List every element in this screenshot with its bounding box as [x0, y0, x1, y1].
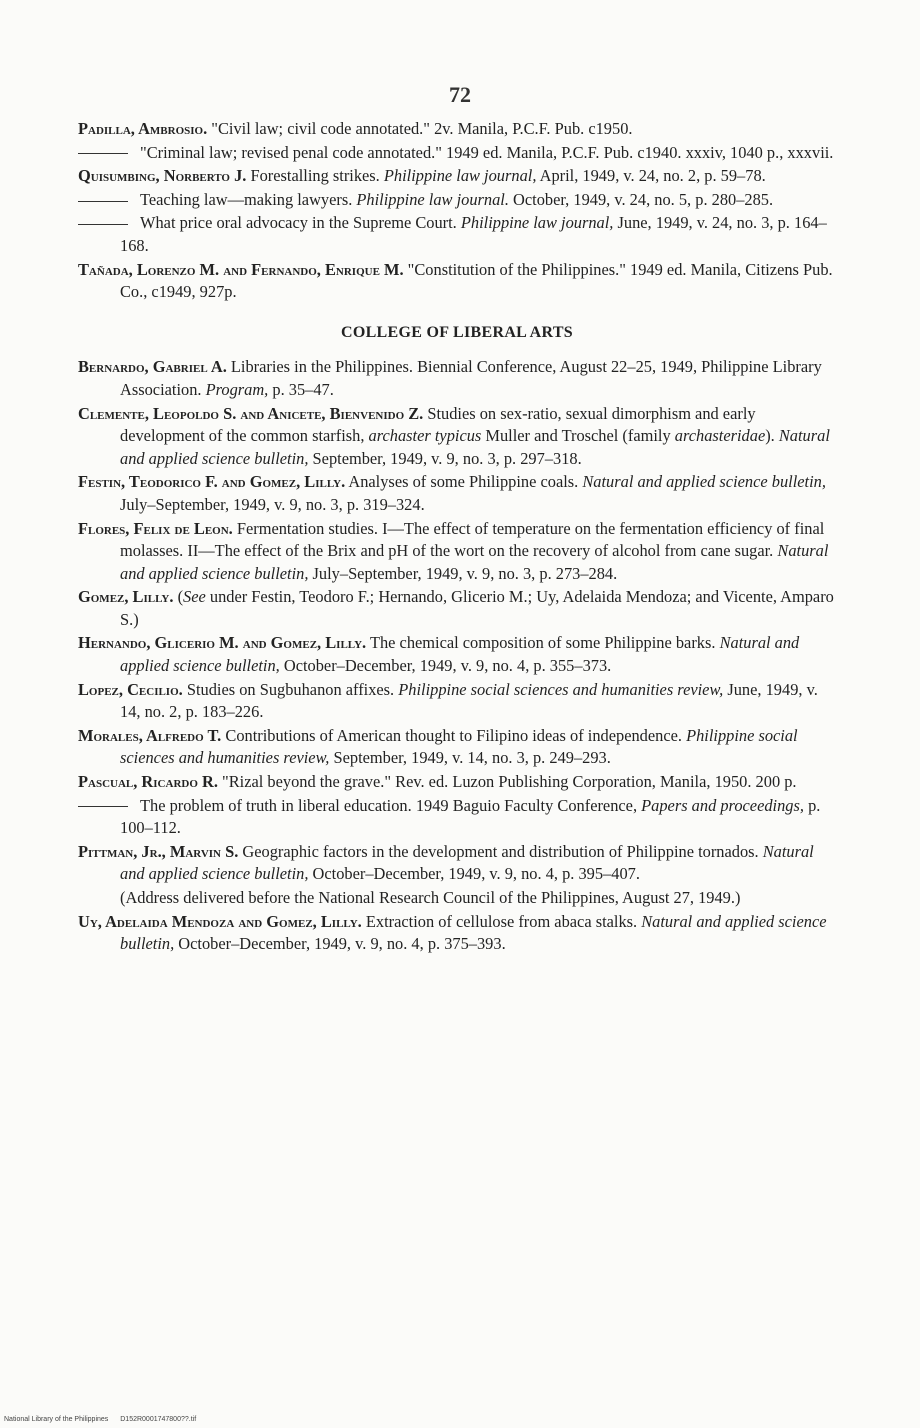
entry-author: Clemente, Leopoldo S. and Anicete, Bienvenido Z. [78, 403, 424, 423]
entry-journal: Program, [205, 379, 269, 399]
entry-title: Fermentation studies. I—The effect of temperature on the fermentation efficiency of final molasses. II—The effect of the Brix and pH of the wort on the recovery of alcohol from cane sugar. [120, 518, 825, 561]
entry-citation: October–December, 1949, v. 9, no. 4, p. 355–373. [279, 656, 612, 676]
bibliography-entry [78, 518, 836, 586]
bibliography-entry [78, 841, 836, 886]
entry-citation: July–September, 1949, v. 9, no. 3, p. 273–284. [308, 563, 618, 583]
entry-title: "Rizal beyond the grave." Rev. ed. Luzon Publishing Corporation, Manila, 1950. 200 p. [217, 772, 797, 792]
entry-author: Flores, Felix de Leon. [78, 518, 233, 538]
entry-journal: Natural and applied science bulletin, [120, 841, 814, 884]
bibliography-entry [78, 142, 836, 165]
repeat-author-dash [78, 806, 128, 807]
entry-title: What price oral advocacy in the Supreme Court. [140, 213, 461, 233]
bibliography-entry [78, 259, 836, 304]
entry-title: The chemical composition of some Philippine barks. [366, 633, 720, 653]
bibliography-entry [78, 725, 836, 770]
entry-citation: June, 1949, v. 24, no. 3, p. 164–168. [120, 213, 827, 255]
entry-title: Teaching law—making lawyers. [140, 189, 357, 209]
entry-journal: Natural and applied science bulletin, [120, 541, 829, 583]
entry-journal: See [183, 587, 206, 607]
bibliography [78, 118, 836, 957]
entry-italic: archasteridae [674, 426, 766, 446]
entry-citation: September, 1949, v. 9, no. 3, p. 297–318. [308, 448, 582, 468]
entry-journal: archaster typicus [368, 426, 482, 446]
entry-title: Forestalling strikes. [246, 166, 384, 186]
bibliography-entry [78, 403, 836, 471]
entry-author: Bernardo, Gabriel A. [78, 357, 227, 377]
entry-title: ( [173, 587, 184, 607]
entry-text-mid: ). [765, 426, 779, 446]
entry-citation: October–December, 1949, v. 9, no. 4, p. 375–393. [174, 934, 506, 954]
entry-citation: October, 1949, v. 24, no. 5, p. 280–285. [508, 189, 774, 209]
entry-title: The problem of truth in liberal education. 1949 Baguio Faculty Conference, [140, 795, 642, 815]
bibliography-entry [78, 679, 836, 724]
repeat-author-dash [78, 224, 128, 225]
entry-citation: April, 1949, v. 24, no. 2, p. 59–78. [536, 166, 766, 186]
repeat-author-dash [78, 201, 128, 202]
bibliography-entry [78, 771, 836, 794]
entry-author: Quisumbing, Norberto J. [78, 166, 247, 186]
entry-journal: Philippine law journal. [356, 189, 509, 209]
entry-author: Padilla, Ambrosio. [78, 119, 208, 138]
entry-title: Studies on sex-ratio, sexual dimorphism and early development of the common starfish, [120, 403, 756, 446]
entry-journal: Papers and proceedings, [641, 795, 804, 815]
entry-citation: June, 1949, v. 14, no. 2, p. 183–226. [120, 679, 818, 722]
footer-library: National Library of the Philippines [4, 1416, 109, 1423]
section-heading: COLLEGE OF LIBERAL ARTS [340, 323, 574, 341]
bibliography-entry [78, 212, 836, 257]
entry-citation: p. 35–47. [268, 379, 334, 399]
bibliography-entry [78, 118, 836, 141]
bibliography-entry [78, 471, 836, 516]
bibliography-entry [78, 795, 836, 840]
entry-journal: Natural and applied science bulletin, [120, 911, 827, 954]
entry-text: "Criminal law; revised penal code annotated." 1949 ed. Manila, P.C.F. Pub. c1940. xxxiv, 1040 p., xxxvii. [140, 142, 834, 162]
entry-journal: Philippine law journal, [383, 166, 537, 186]
entry-author: Gomez, Lilly. [78, 587, 174, 607]
entry-author: Tañada, Lorenzo M. and Fernando, Enrique M. [78, 259, 404, 279]
entry-journal: Philippine social sciences and humanities review, [120, 725, 798, 768]
entry-journal: Philippine social sciences and humanities review, [398, 679, 724, 699]
entry-title: Studies on Sugbuhanon affixes. [182, 679, 399, 699]
page-number: 72 [449, 82, 471, 107]
bibliography-entry [78, 586, 836, 631]
entry-citation: October–December, 1949, v. 9, no. 4, p. 395–407. [308, 864, 640, 884]
entry-citation: July–September, 1949, v. 9, no. 3, p. 319–324. [120, 494, 425, 514]
entry-list-top [78, 118, 836, 304]
entry-author: Pascual, Ricardo R. [78, 772, 218, 792]
entry-journal: Natural and applied science bulletin, [120, 426, 830, 468]
bibliography-entry [78, 632, 836, 677]
entry-text: "Constitution of the Philippines." 1949 ed. Manila, Citizens Pub. Co., c1949, 927p. [120, 259, 833, 302]
entry-journal: Natural and applied science bulletin, [582, 472, 826, 492]
entry-title: Contributions of American thought to Filipino ideas of independence. [221, 725, 687, 745]
entry-author: Festin, Teodorico F. and Gomez, Lilly. [78, 472, 346, 492]
entry-text: "Civil law; civil code annotated." 2v. Manila, P.C.F. Pub. c1950. [207, 119, 633, 138]
entry-author: Morales, Alfredo T. [78, 725, 222, 745]
entry-title: Analyses of some Philippine coals. [345, 472, 583, 492]
entry-author: Uy, Adelaida Mendoza and Gomez, Lilly. [78, 911, 362, 931]
footer-code: D152R0001747800??.tif [120, 1416, 197, 1423]
entry-text-mid: Muller and Troschel (family [481, 426, 675, 446]
entry-author: Hernando, Glicerio M. and Gomez, Lilly. [78, 633, 367, 653]
entry-author: Lopez, Cecilio. [78, 679, 183, 699]
scan-footer [4, 1416, 206, 1423]
bibliography-entry [78, 356, 836, 401]
bibliography-entry [78, 911, 836, 956]
entry-note: (Address delivered before the National Research Council of the Philippines, August 27, 1949.) [120, 888, 741, 907]
entry-title: Extraction of cellulose from abaca stalks. [361, 911, 642, 931]
entry-journal: Natural and applied science bulletin, [120, 633, 800, 676]
entry-citation: September, 1949, v. 14, no. 3, p. 249–293. [329, 748, 611, 768]
repeat-author-dash [78, 153, 128, 154]
bibliography-entry [78, 189, 836, 212]
entry-title: Geographic factors in the development and distribution of Philippine tornados. [238, 841, 763, 861]
entry-author: Pittman, Jr., Marvin S. [78, 841, 239, 861]
entry-citation: under Festin, Teodoro F.; Hernando, Glicerio M.; Uy, Adelaida Mendoza; and Vicente, Amparo S.) [120, 587, 834, 629]
bibliography-entry [78, 165, 836, 188]
entry-title: Libraries in the Philippines. Biennial Conference, August 22–25, 1949, Philippine Library Association. [120, 357, 822, 399]
entry-journal: Philippine law journal, [460, 213, 614, 233]
entry-list-liberal-arts [78, 356, 836, 955]
entry-citation: p. 100–112. [120, 795, 821, 838]
